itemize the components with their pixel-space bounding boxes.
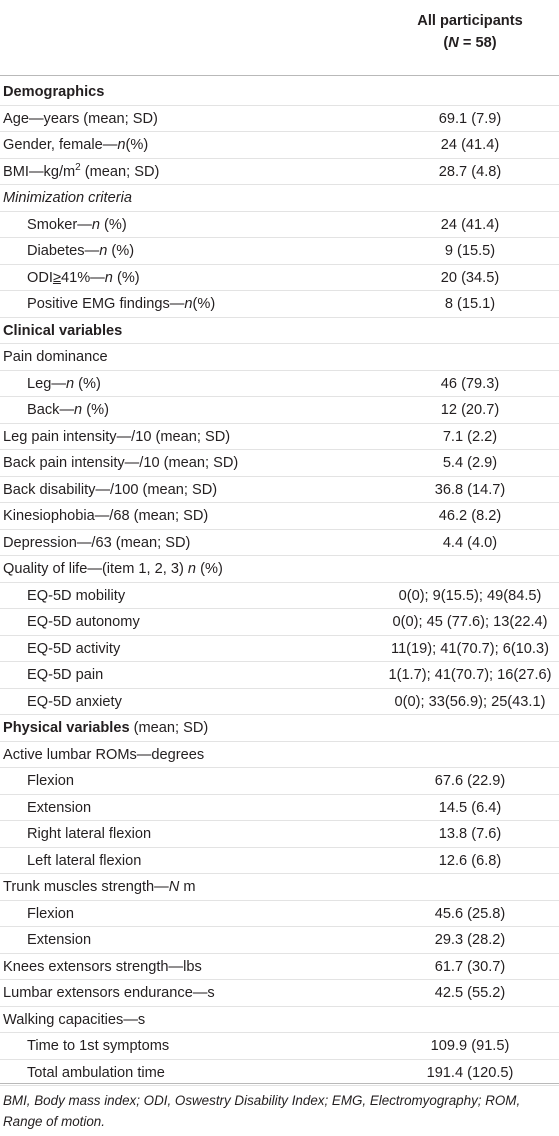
row-value: 0(0); 45 (77.6); 13(22.4) (392, 614, 548, 630)
table-row (0, 980, 559, 1007)
table-row (0, 371, 559, 398)
row-label-a: Physical variables (3, 720, 130, 736)
row-label-a: Leg pain intensity—/10 (mean; SD) (3, 428, 231, 445)
row-value: 5.4 (2.9) (442, 455, 498, 471)
row-label-a: EQ-5D activity (27, 640, 121, 657)
row-value: 46 (79.3) (440, 375, 500, 392)
row-label (27, 901, 74, 928)
row-value: 12 (20.7) (440, 402, 500, 418)
row-label (27, 609, 140, 636)
row-label (3, 318, 122, 345)
row-value: 191.4 (120.5) (426, 1064, 514, 1081)
row-value: 9 (15.5) (444, 243, 496, 259)
row-value: 0(0); 9(15.5); 49(84.5) (398, 587, 542, 604)
table-row (0, 132, 559, 159)
row-value: 109.9 (91.5) (430, 1038, 510, 1054)
row-label-a: Active lumbar ROMs—degrees (3, 746, 205, 763)
row-label-a: Extension (27, 799, 92, 816)
table-row (0, 795, 559, 822)
row-label-b: (%) (107, 243, 135, 259)
row-label-a: Flexion (27, 773, 75, 789)
row-label-a: Kinesiophobia—/68 (mean; SD) (3, 508, 209, 524)
table-row (0, 874, 559, 901)
row-label-a: Age—years (mean; SD) (3, 110, 158, 127)
row-label-a: Back pain intensity—/10 (mean; SD) (3, 455, 239, 471)
row-value: 36.8 (14.7) (434, 481, 506, 498)
table-row (0, 901, 559, 928)
row-label-a: Smoker— (27, 216, 92, 233)
table-row (0, 636, 559, 663)
row-label-i: n (65, 375, 75, 392)
row-label-a: Left lateral flexion (27, 852, 142, 869)
row-label (27, 768, 74, 795)
table-row (0, 821, 559, 848)
row-label-a: Diabetes— (27, 243, 100, 259)
table-row (0, 742, 559, 769)
row-label (3, 344, 108, 371)
row-label-a: Back disability—/100 (mean; SD) (3, 481, 218, 498)
row-label-a: EQ-5D autonomy (27, 614, 140, 630)
table-row (0, 265, 559, 292)
table-row (0, 79, 559, 106)
row-label-b: (%) (125, 137, 149, 153)
table-footnote: BMI, Body mass index; ODI, Oswestry Disability Index; EMG, Electromyography; ROM, Range of motion. (3, 1093, 521, 1129)
row-label-a: Time to 1st symptoms (27, 1038, 170, 1054)
row-value: 20 (34.5) (440, 269, 500, 286)
row-label-a: Total ambulation time (27, 1064, 165, 1081)
column-header-all-participants (380, 10, 559, 54)
table-row (0, 689, 559, 716)
row-label (27, 291, 215, 318)
row-label (3, 715, 208, 742)
table-row (0, 397, 559, 424)
row-label (3, 1007, 145, 1034)
row-label-i: n (104, 269, 113, 286)
row-label (3, 79, 104, 106)
row-label (3, 503, 208, 530)
table-row (0, 424, 559, 451)
row-label-a: Back— (27, 402, 75, 418)
row-label-a: Clinical variables (3, 322, 123, 339)
table-row (0, 159, 559, 186)
row-label (3, 106, 158, 133)
row-label-a: Lumbar extensors endurance—s (3, 985, 215, 1001)
row-label-b: (%) (82, 402, 109, 418)
row-label (3, 185, 132, 212)
row-value: 8 (15.1) (444, 296, 496, 312)
row-label-a: EQ-5D pain (27, 667, 104, 683)
row-label-a: Trunk muscles strength— (3, 879, 169, 895)
row-label-u: ≥ (52, 269, 61, 286)
row-label (27, 662, 103, 689)
row-value: 24 (41.4) (440, 137, 500, 153)
row-label (3, 477, 217, 504)
table-row (0, 1007, 559, 1034)
row-label (27, 927, 91, 954)
row-label (27, 848, 141, 875)
table-row (0, 715, 559, 742)
row-label-a: Walking capacities—s (3, 1011, 146, 1028)
row-label (3, 450, 238, 477)
row-label-b: (mean; SD) (129, 720, 209, 736)
row-label-i: n (99, 243, 108, 259)
row-label-a: EQ-5D anxiety (27, 693, 122, 710)
row-label (27, 265, 140, 292)
column-header-n: N (448, 35, 459, 51)
row-label (3, 980, 215, 1007)
row-label-a: Minimization criteria (3, 190, 132, 206)
table-row (0, 848, 559, 875)
row-label-i: n (74, 402, 83, 418)
row-label-i: N (168, 879, 180, 895)
table-row (0, 318, 559, 345)
row-label-b: (mean; SD) (80, 163, 160, 180)
row-label (3, 132, 148, 159)
row-label (27, 397, 109, 424)
table-row (0, 344, 559, 371)
row-value: 42.5 (55.2) (434, 985, 506, 1001)
row-value: 67.6 (22.9) (434, 773, 506, 789)
table-row (0, 768, 559, 795)
row-label (3, 954, 202, 981)
table-row (0, 1033, 559, 1060)
row-value: 4.4 (4.0) (442, 534, 498, 551)
row-value: 0(0); 33(56.9); 25(43.1) (394, 693, 546, 710)
table-row (0, 212, 559, 239)
row-value: 29.3 (28.2) (434, 932, 506, 948)
column-header-open: ( (443, 35, 449, 51)
row-label-i: n (91, 216, 100, 233)
table-row (0, 503, 559, 530)
table-row (0, 106, 559, 133)
row-label-a: Demographics (3, 84, 105, 100)
column-header-count: = 58) (458, 35, 497, 51)
row-label-a: Flexion (27, 905, 75, 922)
row-label (3, 556, 223, 583)
row-label (27, 583, 125, 610)
row-label-i: n (187, 561, 197, 577)
row-label-a: Positive EMG findings— (27, 296, 185, 312)
table-row (0, 238, 559, 265)
row-value: 46.2 (8.2) (438, 508, 502, 524)
row-label (27, 1033, 169, 1060)
row-label (27, 238, 134, 265)
row-value: 11(19); 41(70.7); 6(10.3) (391, 640, 549, 657)
row-label-i: n (184, 296, 193, 312)
table-row (0, 530, 559, 557)
row-value: 13.8 (7.6) (438, 826, 502, 842)
row-value: 14.5 (6.4) (438, 799, 502, 816)
row-label-b: (%) (192, 296, 216, 312)
table-body (0, 79, 559, 1086)
row-label-a: Depression—/63 (mean; SD) (3, 534, 191, 551)
row-label-sup: 2 (75, 161, 81, 173)
row-label-b: m (179, 879, 196, 895)
row-value: 24 (41.4) (440, 216, 500, 233)
row-label-a: ODI (27, 269, 53, 286)
row-value: 61.7 (30.7) (434, 958, 506, 975)
table-row (0, 477, 559, 504)
row-value: 69.1 (7.9) (438, 110, 502, 127)
row-label (27, 795, 91, 822)
row-label-i: n (117, 137, 126, 153)
table-row (0, 291, 559, 318)
table-row (0, 556, 559, 583)
row-label-a2: 41%— (60, 269, 105, 286)
row-label (3, 424, 230, 451)
row-label-b: (%) (196, 561, 223, 577)
row-value: 7.1 (2.2) (442, 428, 498, 445)
column-header-line1: All participants (417, 13, 523, 29)
table-row (0, 662, 559, 689)
table-row (0, 609, 559, 636)
table-row (0, 583, 559, 610)
row-label-a: Knees extensors strength—lbs (3, 958, 202, 975)
row-label-a: Gender, female— (3, 137, 118, 153)
row-label (27, 212, 127, 239)
row-value: 28.7 (4.8) (438, 163, 502, 180)
row-value: 45.6 (25.8) (434, 905, 506, 922)
row-label (3, 874, 195, 901)
row-label-a: Leg— (27, 375, 66, 392)
bottom-divider (0, 1083, 559, 1084)
row-label (27, 689, 122, 716)
row-label-b: (%) (112, 269, 140, 286)
table-row (0, 185, 559, 212)
row-value: 12.6 (6.8) (438, 852, 502, 869)
row-label-a: Extension (27, 932, 92, 948)
row-label (27, 821, 151, 848)
table-row (0, 450, 559, 477)
row-label-a: Quality of life—(item 1, 2, 3) (3, 561, 188, 577)
row-label-a: Right lateral flexion (27, 826, 152, 842)
row-label-b: (%) (100, 216, 127, 233)
row-label-a: Pain dominance (3, 349, 108, 365)
row-label-a: EQ-5D mobility (27, 587, 126, 604)
table-row (0, 954, 559, 981)
row-label (27, 636, 120, 663)
row-label (3, 530, 190, 557)
header-divider (0, 75, 559, 76)
column-header-line2 (380, 32, 559, 54)
row-label (27, 371, 101, 398)
row-label-b: (%) (74, 375, 101, 392)
table-row (0, 927, 559, 954)
row-value: 1(1.7); 41(70.7); 16(27.6) (388, 667, 552, 683)
row-label (3, 742, 204, 769)
row-label-a: BMI—kg/m (3, 163, 76, 180)
row-label (3, 159, 159, 186)
